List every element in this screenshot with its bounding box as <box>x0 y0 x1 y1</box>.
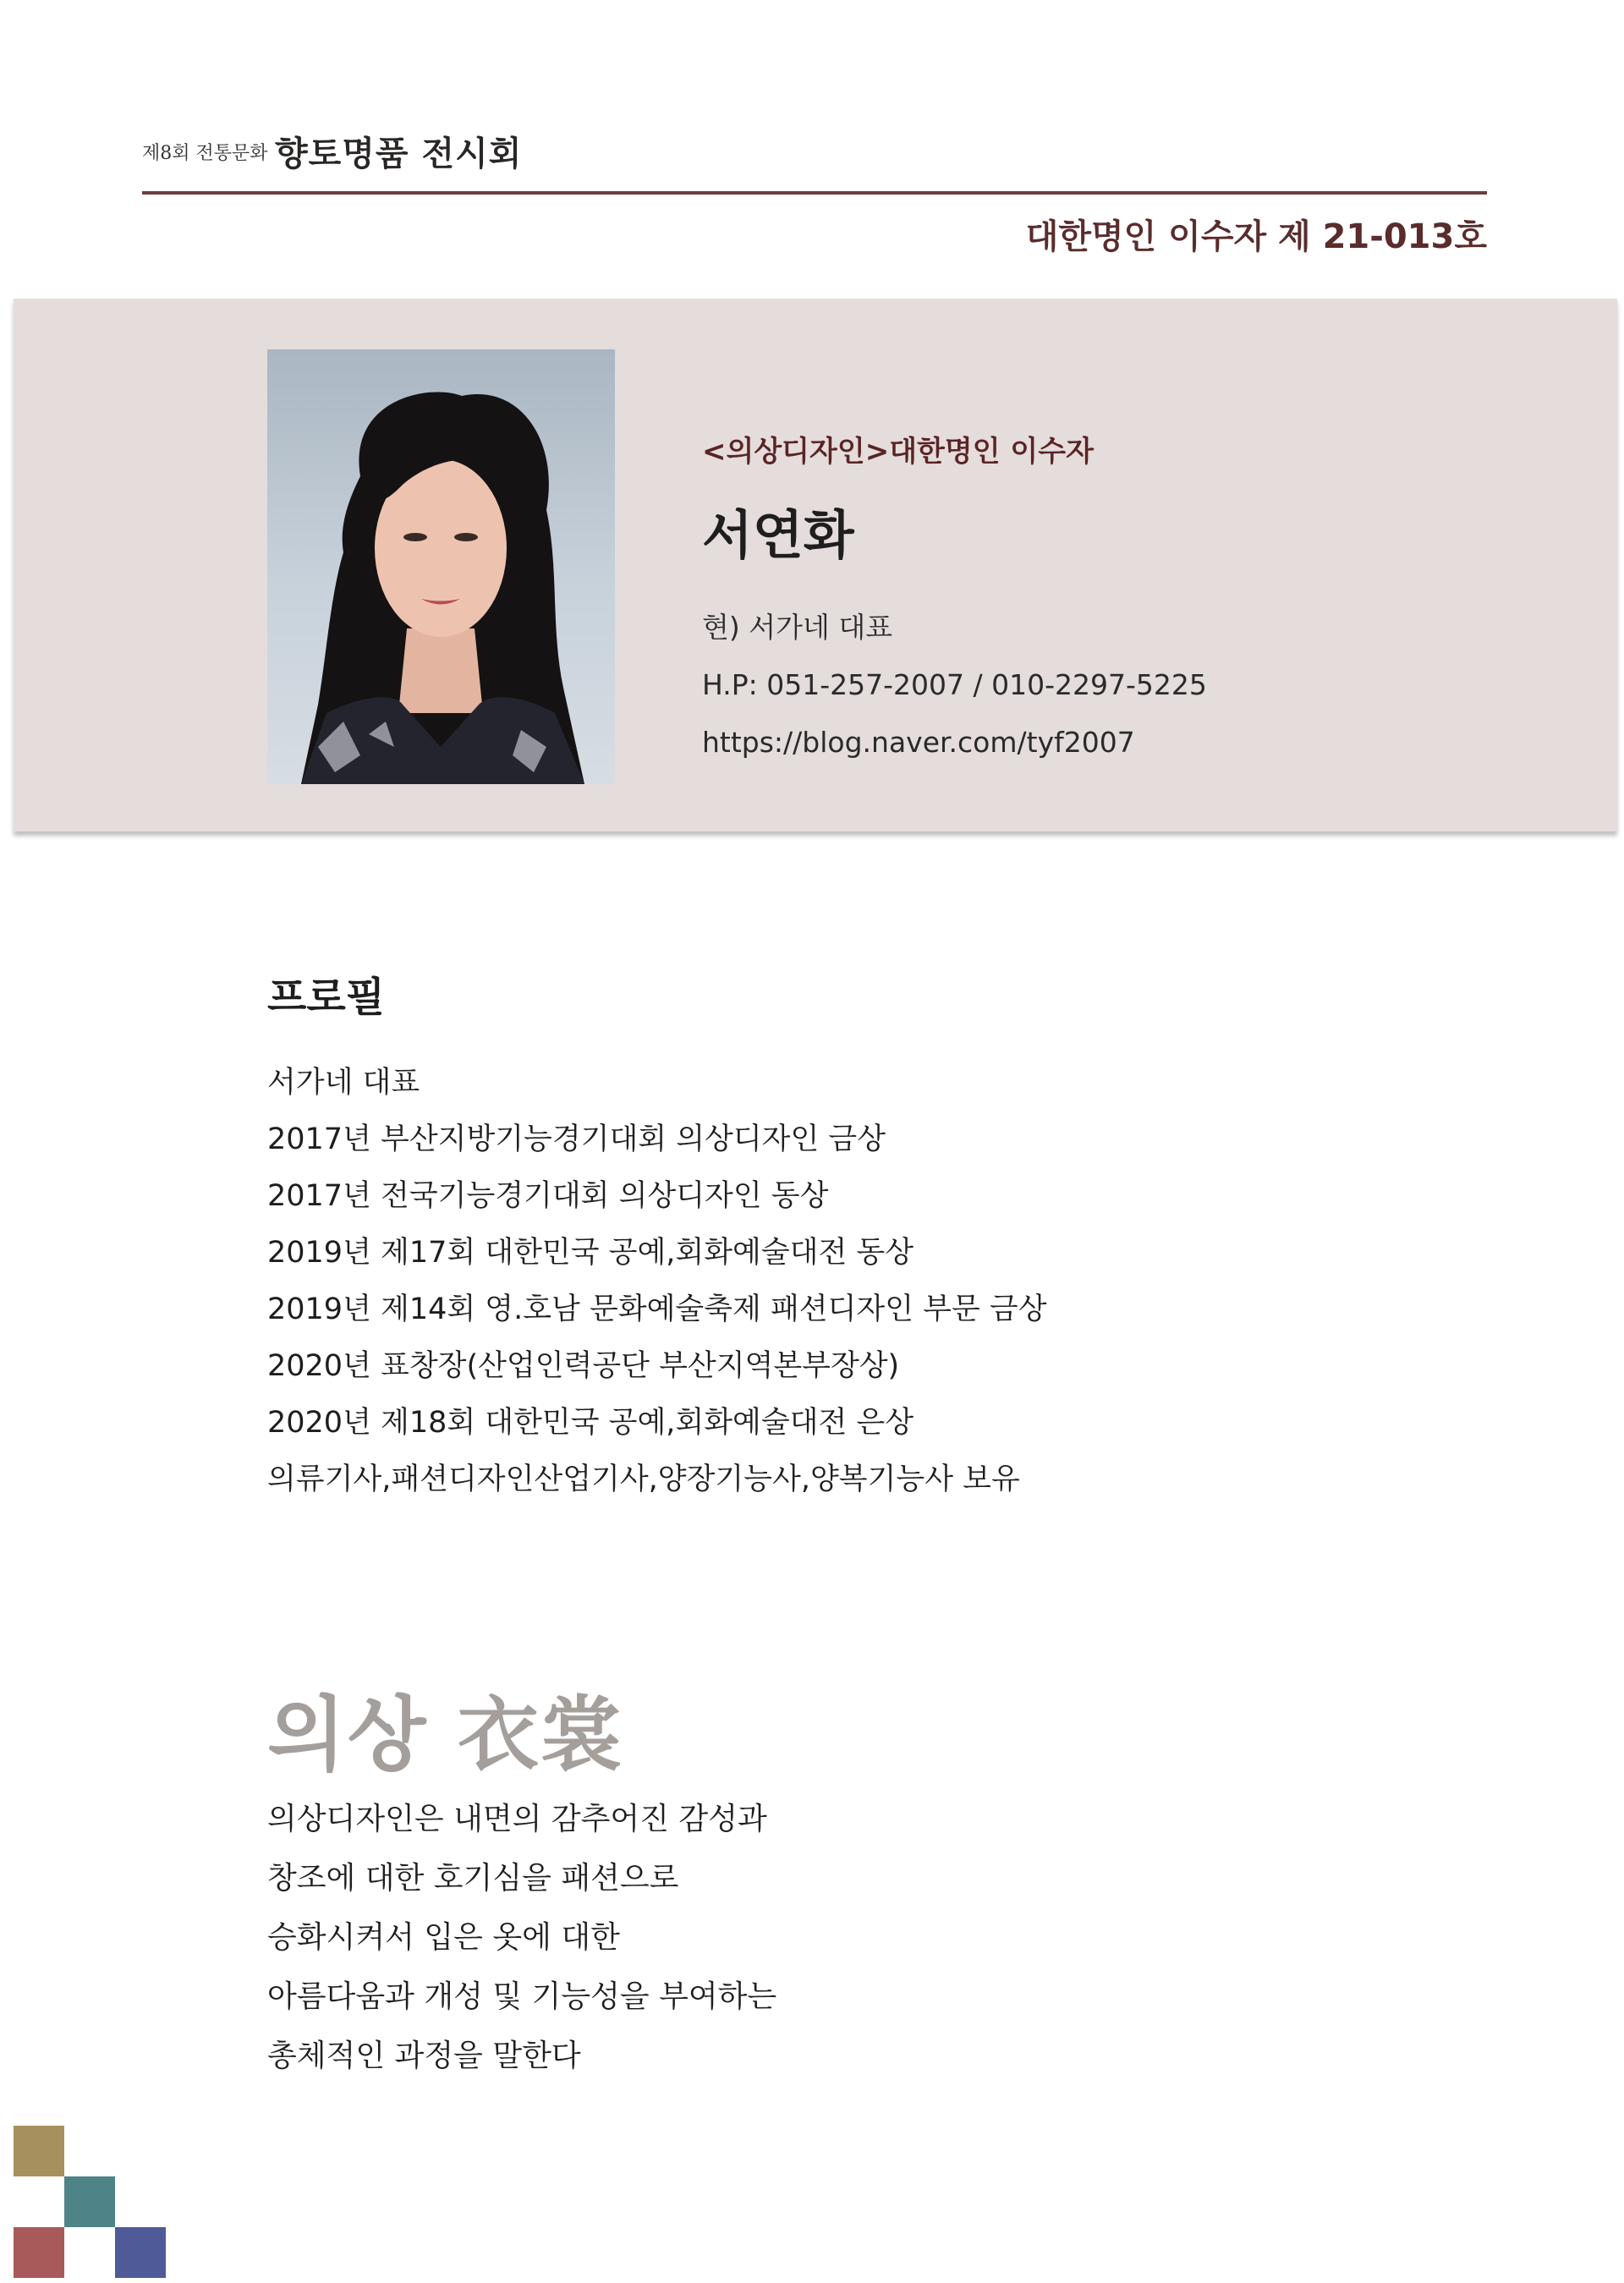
portrait-photo <box>267 349 615 784</box>
profile-item: 2019년 제14회 영.호남 문화예술축제 패션디자인 부문 금상 <box>267 1292 1047 1326</box>
person-name: 서연화 <box>702 504 854 566</box>
exhibition-edition: 제8회 전통문화 <box>142 143 268 164</box>
art-section-title: 의상 衣裳 <box>267 1688 623 1782</box>
description-line: 아름다움과 개성 및 기능성을 부여하는 <box>267 1979 777 2014</box>
profile-item: 의류기사,패션디자인산업기사,양장기능사,양복기능사 보유 <box>267 1463 1020 1496</box>
decor-square-blue <box>115 2227 166 2278</box>
exhibition-header <box>142 127 1487 195</box>
portrait-illustration <box>267 349 615 784</box>
phone-numbers: H.P: 051-257-2007 / 010-2297-5225 <box>702 668 1207 701</box>
profile-item: 2020년 제18회 대한민국 공예,회화예술대전 은상 <box>267 1406 914 1440</box>
profile-item: 2020년 표창장(산업인력공단 부산지역본부장상) <box>267 1349 900 1383</box>
description-line: 창조에 대한 호기심을 패션으로 <box>267 1861 679 1896</box>
description-line: 승화시켜서 입은 옷에 대한 <box>267 1920 620 1955</box>
exhibition-title: 향토명품 전시회 <box>275 134 523 173</box>
header-divider <box>142 191 1487 195</box>
decor-square-olive <box>14 2126 64 2176</box>
registration-number: 대한명인 이수자 제 21-013호 <box>1025 217 1487 256</box>
description-line: 의상디자인은 내면의 감추어진 감성과 <box>267 1802 767 1836</box>
profile-item: 서가네 대표 <box>267 1066 420 1100</box>
profile-item: 2017년 전국기능경기대회 의상디자인 동상 <box>267 1179 829 1213</box>
art-description <box>267 1790 776 2086</box>
profile-item: 2019년 제17회 대한민국 공예,회화예술대전 동상 <box>267 1236 914 1270</box>
profile-item: 2017년 부산지방기능경기대회 의상디자인 금상 <box>267 1122 886 1156</box>
current-position: 현) 서가네 대표 <box>702 611 893 644</box>
profile-info <box>702 428 1207 771</box>
profile-list <box>267 1055 1047 1508</box>
description-line: 총체적인 과정을 말한다 <box>267 2039 581 2073</box>
blog-url: https://blog.naver.com/tyf2007 <box>702 726 1135 759</box>
decor-square-teal <box>64 2176 115 2227</box>
profile-subtitle: <의상디자인>대한명인 이수자 <box>702 435 1094 469</box>
decor-square-red <box>14 2227 64 2278</box>
profile-section-title: 프로필 <box>267 974 386 1021</box>
